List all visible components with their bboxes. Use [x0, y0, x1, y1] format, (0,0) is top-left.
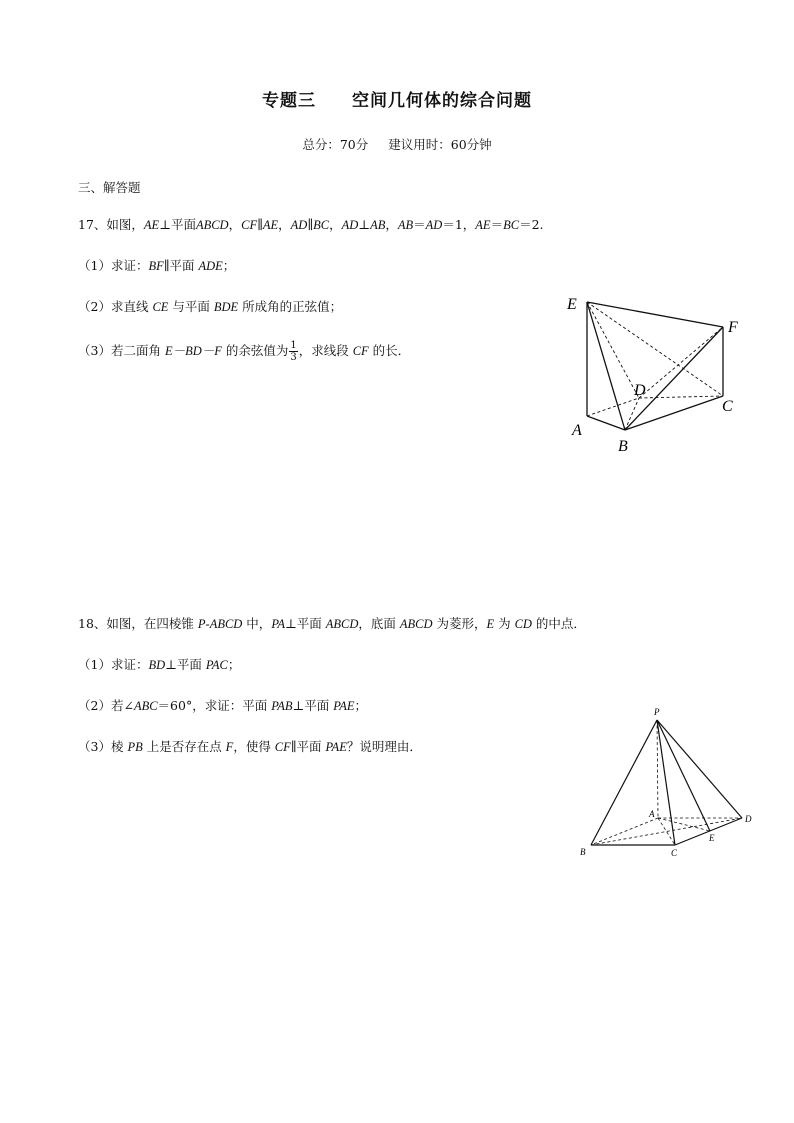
math-symbol: E [486, 617, 495, 631]
text-fragment: ， [329, 217, 342, 232]
edge-EF [587, 302, 723, 327]
text-fragment: ＝ [490, 217, 504, 232]
math-symbol: PAB [271, 699, 293, 713]
text-fragment: ； [222, 258, 236, 273]
page-title [0, 86, 794, 111]
math-symbol: CF [352, 344, 369, 358]
text-fragment: ； [354, 698, 368, 713]
math-symbol: P-ABCD [197, 617, 243, 631]
text-fragment: ∥平面 [290, 739, 326, 754]
math-symbol: CD [514, 617, 532, 631]
total-score: 总分：70分 [302, 137, 369, 152]
label-F: F [728, 319, 738, 336]
text-fragment: 的中点． [531, 616, 586, 631]
title-subject: 空间几何体的综合问题 [352, 91, 532, 111]
text-fragment: 的余弦值为 [221, 343, 289, 358]
edge-BC [625, 396, 723, 430]
label-E: E [567, 296, 577, 313]
text-fragment: ⊥平面 [284, 616, 326, 631]
label-D: D [745, 814, 752, 824]
text-fragment: ， [385, 217, 398, 232]
hidden-DC [639, 396, 723, 398]
text-fragment: 17、如图， [78, 217, 144, 232]
math-symbol: E－BD－F [164, 344, 222, 358]
title-topic: 专题三 [262, 91, 316, 111]
math-symbol: PAE [325, 740, 347, 754]
math-symbol: PA [271, 617, 285, 631]
label-A: A [572, 422, 582, 439]
math-symbol: BC [313, 218, 330, 232]
text-fragment: ⊥平面 [165, 657, 206, 672]
label-B: B [580, 847, 586, 857]
q17-part1 [78, 256, 235, 274]
suggested-time: 建议用时：60分钟 [388, 137, 492, 152]
edge-PD [657, 720, 742, 818]
text-fragment: 与平面 [168, 299, 214, 314]
math-symbol: ABCD [399, 617, 433, 631]
math-symbol: CF [241, 218, 258, 232]
text-fragment: ⊥ [358, 217, 371, 232]
label-P: P [654, 707, 660, 717]
q17-part3 [78, 340, 410, 363]
text-fragment: ＝1， [442, 217, 476, 232]
edge-AB [587, 416, 625, 430]
text-fragment: ， [228, 217, 242, 232]
exam-info [0, 135, 794, 153]
q18-part2 [78, 696, 367, 714]
math-symbol: PAE [333, 699, 355, 713]
fraction-one-third [289, 340, 297, 363]
math-symbol: ADE [198, 259, 223, 273]
edge-PB [591, 720, 657, 845]
math-symbol: ABC [133, 699, 158, 713]
text-fragment: ＝ [413, 217, 426, 232]
text-fragment: ∥ [307, 217, 314, 232]
text-fragment: ＝2. [519, 217, 544, 232]
math-symbol: AD [290, 218, 308, 232]
text-fragment: （3）若二面角 [78, 343, 165, 358]
text-fragment: 所成角的正弦值； [238, 299, 343, 314]
text-fragment: ， [278, 217, 291, 232]
text-fragment: 3 [290, 352, 297, 363]
math-symbol: AB [397, 218, 414, 232]
q18-part1 [78, 655, 240, 673]
hidden-AD [587, 398, 639, 416]
label-A: A [649, 809, 655, 819]
edge-FB [625, 327, 723, 430]
text-fragment: ，求线段 [298, 343, 353, 358]
q18-part3 [78, 737, 422, 755]
edge-EB [587, 302, 625, 430]
math-symbol: BC [503, 218, 520, 232]
q17-stem [78, 215, 544, 233]
text-fragment: 为 [494, 616, 515, 631]
math-symbol: ABCD [325, 617, 359, 631]
math-symbol: PB [127, 740, 143, 754]
math-symbol: BDE [213, 300, 239, 314]
q18-stem [78, 614, 586, 632]
text-fragment: ⊥平面 [159, 217, 196, 232]
hidden-ED [587, 302, 639, 398]
text-fragment: ，使得 [233, 739, 275, 754]
math-symbol: CE [152, 300, 169, 314]
math-symbol: PAC [205, 658, 228, 672]
q18-figure [570, 700, 770, 865]
text-fragment: 的长． [368, 343, 411, 358]
math-symbol: AD [425, 218, 443, 232]
math-symbol: BD [148, 658, 166, 672]
text-fragment: （1）求证： [78, 258, 149, 273]
text-fragment: （3）棱 [78, 739, 128, 754]
text-fragment: 18、如图，在四棱锥 [78, 616, 198, 631]
math-symbol: AB [370, 218, 386, 232]
text-fragment: 中， [242, 616, 272, 631]
math-symbol: AE [143, 218, 160, 232]
label-B: B [618, 438, 628, 455]
text-fragment: ？说明理由． [346, 739, 422, 754]
math-symbol: CF [274, 740, 291, 754]
hidden-BD [591, 818, 742, 845]
label-E: E [709, 833, 715, 843]
math-symbol: F [225, 740, 234, 754]
text-fragment: ，底面 [358, 616, 400, 631]
math-symbol: AD [341, 218, 359, 232]
text-fragment: （2）若∠ [78, 698, 134, 713]
math-symbol: ABCD [195, 218, 229, 232]
text-fragment: （1）求证： [78, 657, 149, 672]
hidden-AE [658, 818, 710, 831]
text-fragment: ∥ [257, 217, 263, 232]
text-fragment: ； [227, 657, 241, 672]
math-symbol: AE [475, 218, 491, 232]
q17-figure [555, 285, 760, 455]
math-symbol: AE [262, 218, 279, 232]
text-fragment: ＝60°，求证：平面 [157, 698, 272, 713]
label-D: D [634, 382, 646, 399]
text-fragment: ⊥平面 [292, 698, 334, 713]
text-fragment: 为菱形， [432, 616, 487, 631]
math-symbol: BF [148, 259, 164, 273]
q17-part2 [78, 297, 342, 315]
text-fragment: 上是否存在点 [142, 739, 226, 754]
label-C: C [671, 848, 678, 858]
hidden-PA [657, 720, 658, 818]
label-C: C [722, 398, 733, 415]
hidden-AB [591, 818, 658, 845]
text-fragment: （2）求直线 [78, 299, 153, 314]
text-fragment: ∥平面 [163, 258, 199, 273]
text-fragment: 1 [290, 340, 297, 351]
section-heading: 三、解答题 [78, 180, 141, 195]
